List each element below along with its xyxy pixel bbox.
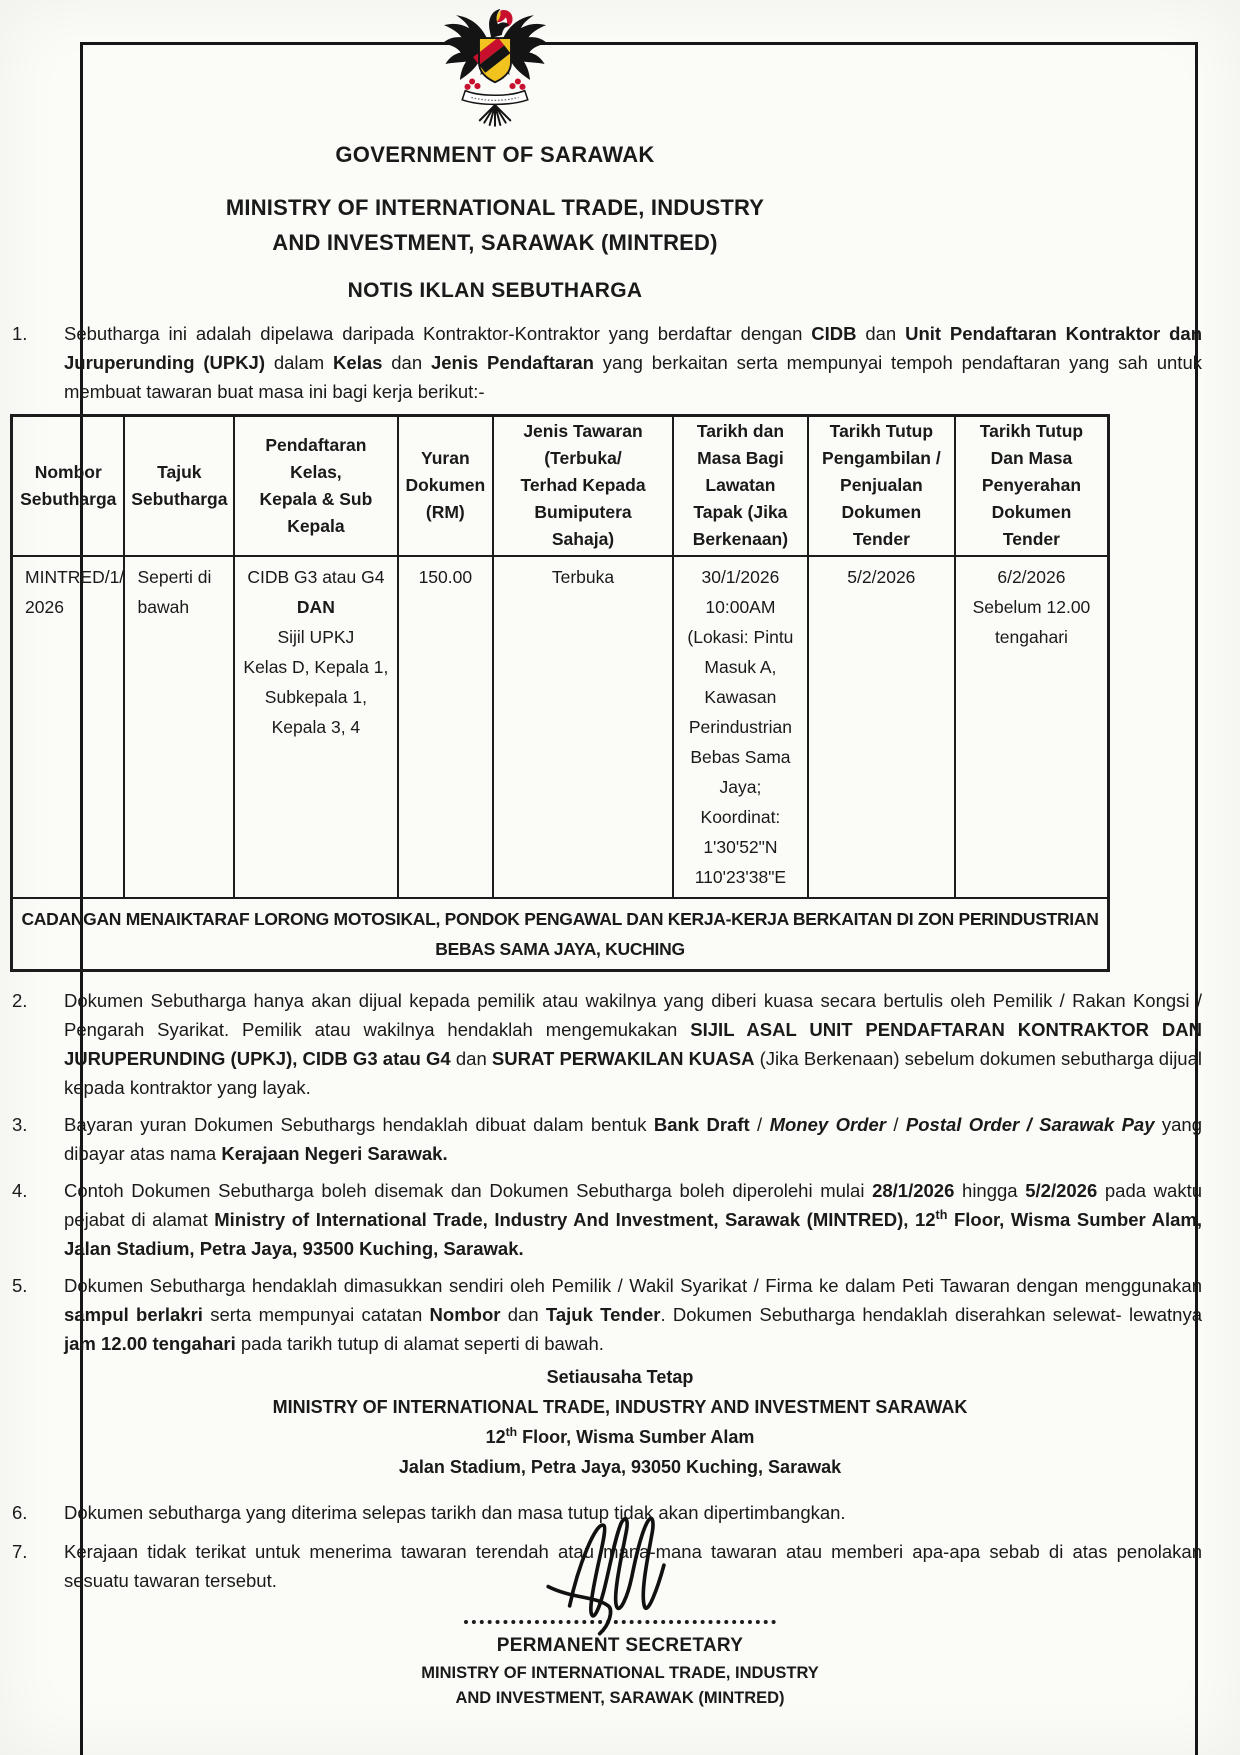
item-number: 2. — [12, 989, 28, 1011]
data-cell: 30/1/2026 10:00AM (Lokasi: Pintu Masuk A, Kawasan Perindustrian Bebas Sama Jaya; Koordinat: 1'30'52"N 110'23'38"E — [673, 556, 808, 898]
table-data-row — [12, 556, 1109, 898]
list-item-6 — [0, 1498, 1240, 1527]
list-item-3 — [0, 1110, 1240, 1168]
item-number: 1. — [12, 323, 28, 344]
column-header: Tarikh dan Masa Bagi Lawatan Tapak (Jika Berkenaan) — [673, 416, 808, 556]
address-role: Setiausaha Tetap — [546, 1366, 694, 1387]
signature-line — [464, 1620, 776, 1624]
list-item-7 — [0, 1537, 1240, 1595]
item-text: Dokumen sebutharga yang diterima selepas tarikh dan masa tutup tidak akan dipertimbangkan. — [64, 1501, 846, 1523]
item-text: Dokumen Sebutharga hanya akan dijual kepada pemilik atau wakilnya yang diberi kuasa secara bertulis oleh Pemilik / Rakan Kongsi / Pengarah Syarikat. Pemilik atau wakilnya hendaklah mengemukakan SIJIL ASAL UNIT PENDAFTARAN KONTRAKTOR DAN JURUPERUNDING (UPKJ), CIDB G3 atau G4 dan SURAT PERWAKILAN KUASA (Jika Berkenaan) sebelum dokumen sebutharga dijual kepada kontraktor yang layak. — [64, 989, 1203, 1098]
tender-table — [10, 414, 1110, 972]
column-header: Jenis Tawaran (Terbuka/ Terhad Kepada Bumiputera Sahaja) — [493, 416, 673, 556]
table-footer-row — [12, 898, 1109, 971]
data-cell: Terbuka — [493, 556, 673, 898]
column-header: Tarikh Tutup Dan Masa Penyerahan Dokumen Tender — [955, 416, 1109, 556]
data-cell: 150.00 — [398, 556, 493, 898]
signatory-org-line2: AND INVESTMENT, SARAWAK (MINTRED) — [455, 1688, 785, 1707]
item-text: Kerajaan tidak terikat untuk menerima tawaran terendah atau mana-mana tawaran atau memberi apa-apa sebab di atas penolakan sesuatu tawaran tersebut. — [64, 1540, 1202, 1591]
crest-container — [420, 6, 570, 128]
data-cell: MINTRED/1/ 2026 — [12, 556, 125, 898]
column-header: Tajuk Sebutharga — [124, 416, 234, 556]
data-cell: 5/2/2026 — [808, 556, 955, 898]
list-item-2 — [0, 986, 1240, 1102]
table-header-row — [12, 416, 1109, 556]
address-street: Jalan Stadium, Petra Jaya, 93050 Kuching, Sarawak — [398, 1456, 842, 1477]
notice-title: NOTIS IKLAN SEBUTHARGA — [347, 279, 643, 302]
signatory-role: PERMANENT SECRETARY — [496, 1634, 744, 1656]
data-cell: Seperti di bawah — [124, 556, 234, 898]
item-text: Dokumen Sebutharga hendaklah dimasukkan sendiri oleh Pemilik / Wakil Syarikat / Firma ke dalam Peti Tawaran dengan menggunakan sampul berlakri serta mempunyai catatan Nombor dan Tajuk Tender. Dokumen Sebutharga hendaklah diserahkan selewat- lewatnya jam 12.00 tengahari pada tarikh tutup di alamat seperti di bawah. — [64, 1274, 1202, 1354]
item-text: Bayaran yuran Dokumen Sebuthargs hendaklah dibuat dalam bentuk Bank Draft / Money Order / Postal Order / Sarawak Pay yang dibayar atas nama Kerajaan Negeri Sarawak. — [64, 1113, 1203, 1164]
data-cell: CIDB G3 atau G4 DAN Sijil UPKJ Kelas D, Kepala 1, Subkepala 1, Kepala 3, 4 — [234, 556, 397, 898]
address-floor: 12th Floor, Wisma Sumber Alam — [485, 1424, 755, 1447]
item-text: Contoh Dokumen Sebutharga boleh disemak dan Dokumen Sebutharga boleh diperolehi mulai 28/1/2026 hingga 5/2/2026 pada waktu pejabat di alamat Ministry of International Trade, Industry And Investment, Sarawak (MINTRED), 12th Floor, Wisma Sumber Alam, Jalan Stadium, Petra Jaya, 93500 Kuching, Sarawak. — [64, 1179, 1203, 1259]
signature-block — [115, 1611, 1125, 1711]
item-number: 7. — [12, 1540, 28, 1562]
address-ministry: MINISTRY OF INTERNATIONAL TRADE, INDUSTRY AND INVESTMENT SARAWAK — [272, 1396, 968, 1417]
ministry-title — [0, 190, 990, 260]
column-header: Yuran Dokumen (RM) — [398, 416, 493, 556]
item-number: 6. — [12, 1501, 28, 1523]
column-header: Tarikh Tutup Pengambilan / Penjualan Dokumen Tender — [808, 416, 955, 556]
list-item-5 — [0, 1271, 1240, 1358]
submission-address-block — [125, 1362, 1115, 1482]
data-cell: 6/2/2026 Sebelum 12.00 tengahari — [955, 556, 1109, 898]
ministry-title-line2: AND INVESTMENT, SARAWAK (MINTRED) — [272, 230, 718, 255]
item-number: 4. — [12, 1179, 28, 1201]
item-text: Sebutharga ini adalah dipelawa daripada Kontraktor-Kontraktor yang berdaftar dengan CIDB dan Unit Pendaftaran Kontraktor dan Juruperunding (UPKJ) dalam Kelas dan Jenis Pendaftaran yang berkaitan serta mempunyai tempoh pendaftaran yang sah untuk membuat tawaran buat masa ini bagi kerja berikut:- — [64, 323, 1202, 402]
sarawak-coat-of-arms-icon — [434, 6, 556, 128]
item-number: 3. — [12, 1113, 28, 1135]
table-footer-cell: CADANGAN MENAIKTARAF LORONG MOTOSIKAL, PONDOK PENGAWAL DAN KERJA-KERJA BERKAITAN DI ZON PERINDUSTRIAN BEBAS SAMA JAYA, KUCHING — [12, 898, 1109, 971]
column-header: Nombor Sebutharga — [12, 416, 125, 556]
document-header — [0, 6, 990, 303]
ministry-title-line1: MINISTRY OF INTERNATIONAL TRADE, INDUSTRY — [225, 195, 765, 220]
column-header: Pendaftaran Kelas, Kepala & Sub Kepala — [234, 416, 397, 556]
list-item-1 — [0, 319, 1240, 406]
government-title: GOVERNMENT OF SARAWAK — [335, 142, 655, 167]
list-item-4 — [0, 1176, 1240, 1263]
signatory-org-line1: MINISTRY OF INTERNATIONAL TRADE, INDUSTRY — [421, 1663, 819, 1682]
item-number: 5. — [12, 1274, 28, 1296]
